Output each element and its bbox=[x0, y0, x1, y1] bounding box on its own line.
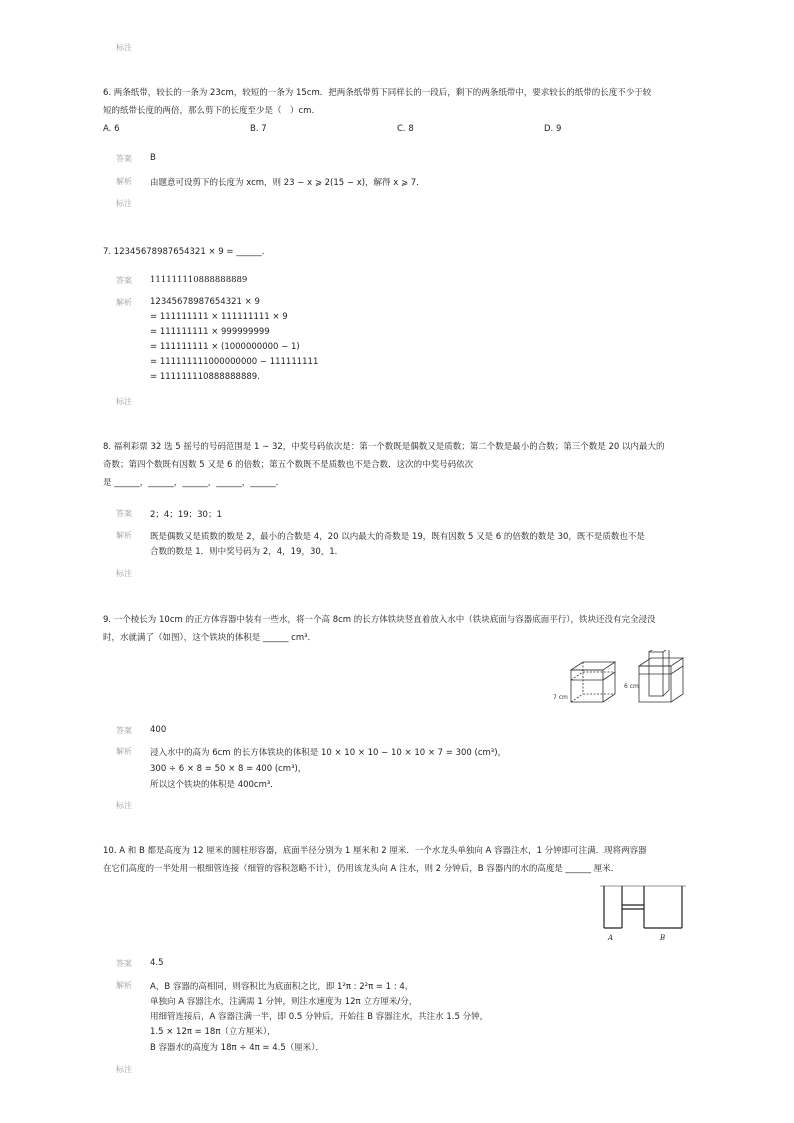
question-6-answer: B bbox=[150, 153, 156, 163]
question-6-option-d: D. 9 bbox=[544, 124, 562, 134]
question-9-analysis-line-1: 浸入水中的高为 6cm 的长方体铁块的体积是 10 × 10 × 10 − 10 × 10 × 7 = 300 (cm³)， bbox=[150, 748, 507, 758]
note-label: 标注 bbox=[116, 199, 132, 208]
question-8-stem-line-1: 8. 福利彩票 32 选 5 摇号的号码范围是 1 ∼ 32，中奖号码依次是：第一个数既是偶数又是质数；第二个数是最小的合数；第三个数是 20 以内最大的 bbox=[103, 442, 665, 452]
question-6-analysis: 由题意可设剪下的长度为 xcm，则 23 − x ⩾ 2(15 − x)，解得 x ⩾ 7． bbox=[150, 178, 425, 188]
note-label: 标注 bbox=[116, 1065, 132, 1074]
question-10-stem-line-2: 在它们高度的一半处用一根细管连接（细管的容积忽略不计），仍用该龙头向 A 注水，则 2 分钟后，B 容器内的水的高度是 ______ 厘米． bbox=[103, 864, 620, 874]
question-9-analysis-line-3: 所以这个铁块的体积是 400cm³． bbox=[150, 780, 279, 790]
analysis-label: 解析 bbox=[116, 177, 132, 186]
answer-label: 答案 bbox=[116, 276, 132, 285]
question-6-stem-line-1: 6. 两条纸带，较长的一条为 23cm，较短的一条为 15cm．把两条纸带剪下同样长的一段后，剩下的两条纸带中，要求较长的纸带的长度不少于较 bbox=[103, 88, 652, 98]
question-10-analysis-line-5: B 容器水的高度为 18π ÷ 4π = 4.5（厘米）． bbox=[150, 1043, 325, 1053]
question-9-stem-line-2: 时，水就满了（如图），这个铁块的体积是 ______ cm³． bbox=[103, 633, 317, 643]
figure-label-6cm: 6 cm bbox=[624, 683, 639, 690]
question-6-option-b: B. 7 bbox=[250, 124, 267, 134]
question-7-analysis-line-3: = 111111111 × 999999999 bbox=[150, 327, 270, 337]
container-a-label: A bbox=[608, 934, 614, 942]
container-b-label: B bbox=[660, 934, 666, 942]
analysis-label: 解析 bbox=[116, 298, 132, 307]
question-10-analysis-line-3: 用细管连接后，A 容器注满一半，即 0.5 分钟后，开始往 B 容器注水，共注水 1.5 分钟， bbox=[150, 1012, 489, 1022]
analysis-label: 解析 bbox=[116, 981, 132, 990]
two-containers-diagram bbox=[596, 880, 688, 942]
question-10-analysis-line-2: 单独向 A 容器注水，注满需 1 分钟，则注水速度为 12π 立方厘米/分， bbox=[150, 997, 418, 1007]
question-7-analysis-line-4: = 111111111 × (1000000000 − 1) bbox=[150, 342, 300, 352]
question-9-analysis-line-2: 300 ÷ 6 × 8 = 50 × 8 = 400 (cm³)， bbox=[150, 764, 307, 774]
note-label: 标注 bbox=[116, 397, 132, 406]
question-10-answer: 4.5 bbox=[150, 958, 164, 968]
question-6-stem-line-2: 短的纸带长度的两倍，那么剪下的长度至少是（ ）cm. bbox=[103, 106, 315, 116]
answer-label: 答案 bbox=[116, 509, 132, 518]
question-9-answer: 400 bbox=[150, 725, 167, 735]
question-8-analysis-line-2: 合数的数是 1．则中奖号码为 2，4，19，30，1． bbox=[150, 547, 344, 557]
question-6-option-c: C. 8 bbox=[397, 124, 414, 134]
question-9-stem-line-1: 9. 一个棱长为 10cm 的正方体容器中装有一些水，将一个高 8cm 的长方体铁块竖直着放入水中（铁块底面与容器底面平行），铁块还没有完全浸没 bbox=[103, 615, 656, 625]
note-label: 标注 bbox=[116, 801, 132, 810]
question-10-figure bbox=[596, 880, 688, 942]
analysis-label: 解析 bbox=[116, 747, 132, 756]
answer-label: 答案 bbox=[116, 726, 132, 735]
answer-label: 答案 bbox=[116, 959, 132, 968]
answer-label: 答案 bbox=[116, 154, 132, 163]
question-10-analysis-line-1: A，B 容器的高相同，则容积比为底面积之比，即 1²π : 2²π = 1 : 4， bbox=[150, 982, 414, 992]
analysis-label: 解析 bbox=[116, 531, 132, 540]
question-7-analysis-line-5: = 111111111000000000 − 111111111 bbox=[150, 357, 319, 367]
question-7-analysis-line-6: = 111111110888888889. bbox=[150, 372, 260, 382]
note-label: 标注 bbox=[116, 43, 132, 52]
question-10-stem-line-1: 10. A 和 B 都是高度为 12 厘米的圆柱形容器，底面半径分别为 1 厘米和 2 厘米．一个水龙头单独向 A 容器注水，1 分钟即可注满．现将两容器 bbox=[103, 846, 647, 856]
question-8-analysis-line-1: 既是偶数又是质数的数是 2，最小的合数是 4，20 以内最大的奇数是 19，既有因数 5 又是 6 的倍数的数是 30，既不是质数也不是 bbox=[150, 532, 645, 542]
figure-label-7cm: 7 cm bbox=[553, 694, 568, 701]
question-7-stem: 7. 12345678987654321 × 9 = ______． bbox=[103, 247, 271, 257]
question-7-answer: 111111110888888889 bbox=[150, 275, 248, 285]
question-8-answer: 2；4；19；30；1 bbox=[150, 510, 222, 520]
question-8-stem-line-2: 奇数；第四个数既有因数 5 又是 6 的倍数；第五个数既不是质数也不是合数．这次的中奖号码依次 bbox=[103, 460, 474, 470]
question-6-option-a: A. 6 bbox=[103, 124, 120, 134]
question-10-analysis-line-4: 1.5 × 12π = 18π（立方厘米）， bbox=[150, 1027, 276, 1037]
question-7-analysis-line-1: 12345678987654321 × 9 bbox=[150, 297, 260, 307]
question-9-figure bbox=[553, 650, 693, 710]
question-8-stem-line-3: 是 ______，______，______，______，______． bbox=[103, 478, 285, 488]
question-7-analysis-line-2: = 111111111 × 111111111 × 9 bbox=[150, 312, 288, 322]
note-label: 标注 bbox=[116, 569, 132, 578]
cube-diagrams bbox=[553, 650, 693, 710]
